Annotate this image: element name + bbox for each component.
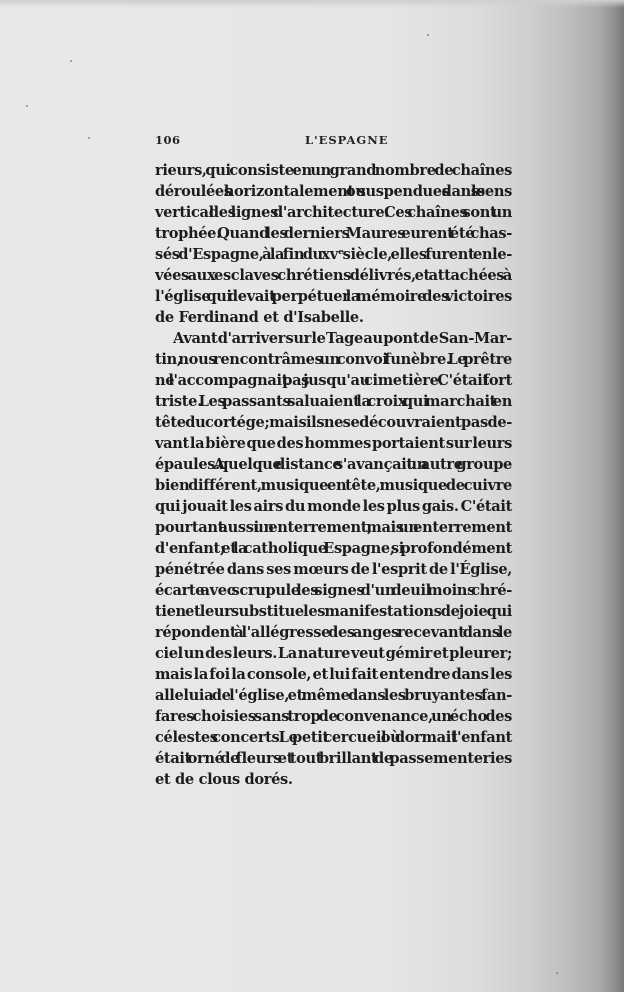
- paragraph-1: [155, 160, 512, 328]
- text-line: sés d'Espagne, à la fin du xvᵉ siècle, elles furent enle-: [155, 246, 512, 263]
- body-text: [155, 160, 512, 790]
- running-head: [155, 133, 512, 149]
- text-line: répondent à l'allégresse des anges recevant dans le: [155, 624, 512, 641]
- page-number: 106: [155, 133, 181, 147]
- text-line: était orné de fleurs et tout brillant de passementeries: [155, 750, 512, 767]
- text-line: Avant d'arriver sur le Tage au pont de San-Mar-: [173, 330, 512, 347]
- paper-speck: [556, 972, 558, 974]
- text-line: tien et leur substitue les manifestations de joie qui: [155, 603, 512, 620]
- text-line: alleluia de l'église, et même dans les bruyantes fan-: [155, 687, 512, 704]
- text-line: vertical des lignes d'architecture. Ces chaînes sont un: [155, 204, 512, 221]
- text-line: écarte avec scrupule les signes d'un deuil moins chré-: [155, 582, 512, 599]
- paper-speck: [427, 34, 429, 36]
- text-line: vant la bière que des hommes portaient sur leurs: [155, 435, 512, 452]
- text-line: de Ferdinand et d'Isabelle.: [155, 309, 364, 326]
- text-line: vées aux esclaves chrétiens délivrés, et attachées à: [155, 267, 512, 284]
- text-line: triste. Les passants saluaient la croix qui marchait en: [155, 393, 512, 410]
- text-line: bien différent, musique en tête, musique de cuivre: [155, 477, 512, 494]
- text-line: déroulées horizontalement ou suspendues dans le sens: [155, 183, 512, 200]
- text-line: tin, nous rencontrâmes un convoi funèbre. Le prêtre: [155, 351, 512, 368]
- text-line: célestes concerts. Le petit cercueil où dormait l'enfant: [155, 729, 512, 746]
- text-line: tête du cortége; mais ils ne se découvraient pas de-: [155, 414, 512, 431]
- text-line: mais la foi la console, et lui fait entendre dans les: [155, 666, 512, 683]
- text-line: d'enfant; et la catholique Espagne, si profondément: [155, 540, 512, 557]
- text-line: fares choisies sans trop de convenance, un écho des: [155, 708, 512, 725]
- text-line: l'église qui devait perpétuer la mémoire des victoires: [155, 288, 512, 305]
- text-line: trophée. Quand les derniers Maures eurent été chas-: [155, 225, 512, 242]
- text-line: pourtant aussi un enterrement, mais un enterrement: [155, 519, 512, 536]
- text-line: ne l'accompagnait pas jusqu'au cimetière. C'était fort: [155, 372, 512, 389]
- text-line: ciel un des leurs. La nature veut gémir et pleurer;: [155, 645, 512, 662]
- paper-speck: [88, 137, 90, 139]
- text-line: pénétrée dans ses mœurs de l'esprit de l'Église,: [155, 561, 512, 578]
- text-line: rieurs, qui consiste en un grand nombre de chaînes: [155, 162, 512, 179]
- text-line: qui jouait les airs du monde les plus gais. C'était: [155, 498, 512, 515]
- text-line: et de clous dorés.: [155, 771, 293, 788]
- paper-speck: [26, 105, 28, 107]
- text-line: épaules. A quelque distance s'avançait un autre groupe: [155, 456, 512, 473]
- paragraph-2: [155, 328, 512, 790]
- paper-speck: [70, 60, 72, 62]
- running-title: L'ESPAGNE: [305, 133, 389, 147]
